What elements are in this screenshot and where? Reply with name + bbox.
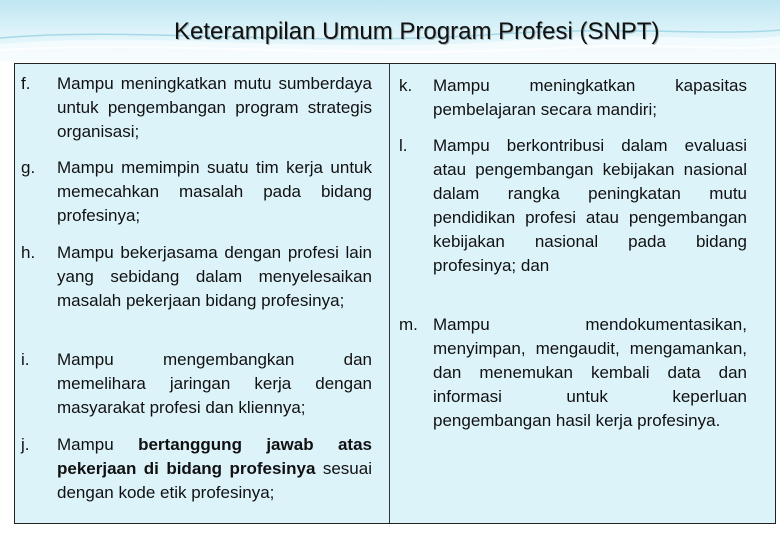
item-letter: i. [21,350,30,369]
item-letter: m. [399,315,418,334]
item-text: Mampu mengembangkan dan memelihara jaringan kerja dengan masyarakat profesi dan kliennya; [57,350,372,417]
item-text: Mampu berkontribusi dalam evaluasi atau pengembangan kebijakan nasional dalam rangka peningkatan mutu pendidikan profesi atau pengembangan kebijakan nasional pada bidang profesinya; dan [433,136,747,275]
item-text: Mampu bekerjasama dengan profesi lain yang sebidang dalam menyelesaikan masalah pekerjaan bidang profesinya; [57,243,372,310]
item-text: Mampu memimpin suatu tim kerja untuk memecahkan masalah pada bidang profesinya; [57,158,372,225]
column-divider [389,64,390,523]
item-text [57,433,372,505]
item-letter: l. [399,136,408,155]
item-text-start: Mampu [57,435,139,454]
item-text: Mampu meningkatkan kapasitas pembelajaran secara mandiri; [433,76,747,119]
item-letter: j. [21,435,30,454]
page-title: Keterampilan Umum Program Profesi (SNPT) [174,18,660,45]
skills-table [14,63,776,524]
item-letter: f. [21,74,31,93]
item-letter: h. [21,243,36,262]
item-text-bold: bertanggung jawab atas pekerjaan di bidang profesinya [57,435,372,478]
item-text-end: sesuai dengan kode etik profesinya; [57,459,372,502]
title-banner [0,0,780,62]
item-text: Mampu mendokumentasikan, menyimpan, mengaudit, mengamankan, dan menemukan kembali data dan informasi untuk keperluan pengembangan hasil kerja profesinya. [433,315,747,430]
item-text: Mampu meningkatkan mutu sumberdaya untuk pengembangan program strategis organisasi; [57,74,372,141]
item-letter: g. [21,158,36,177]
item-letter: k. [399,76,413,95]
